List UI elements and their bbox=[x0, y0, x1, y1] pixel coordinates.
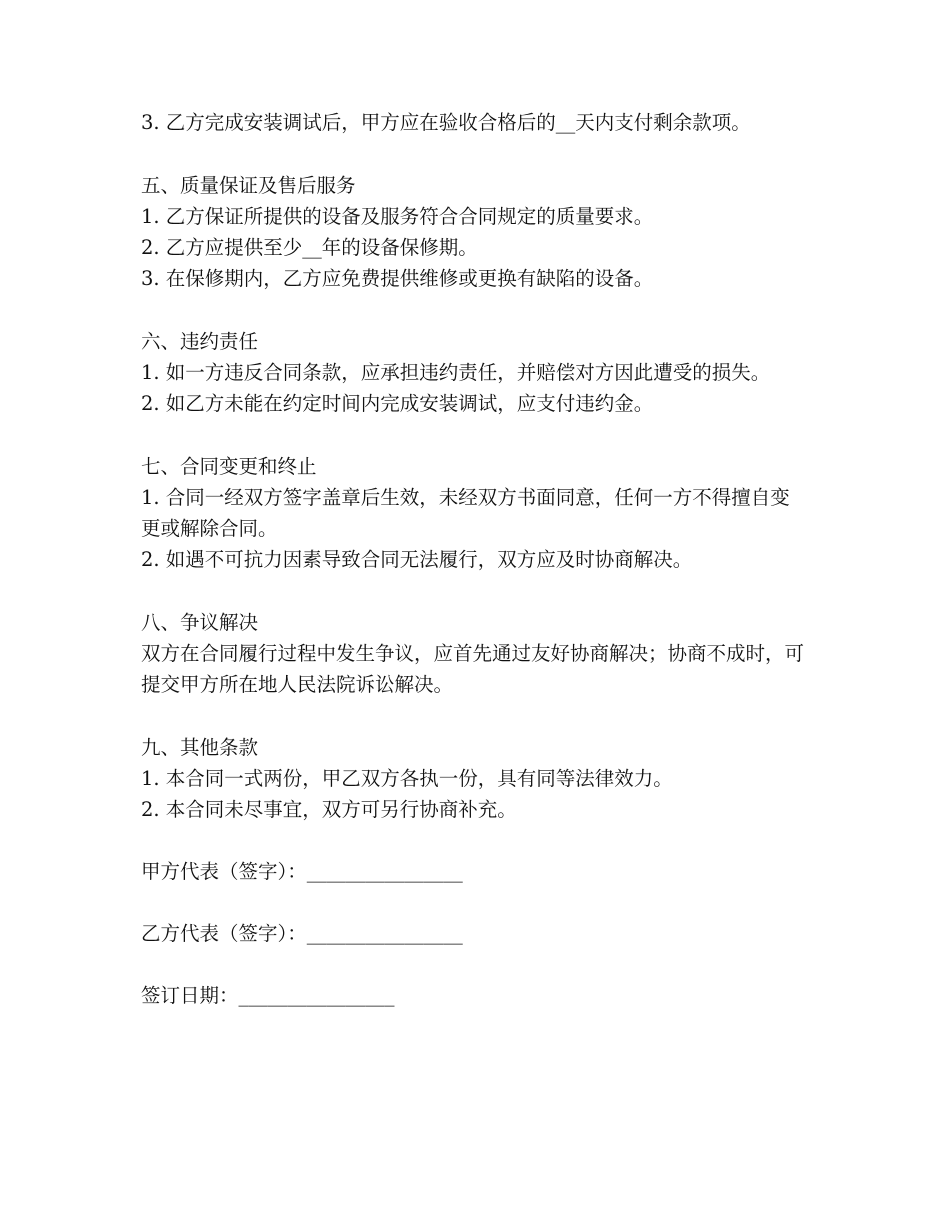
spacer bbox=[141, 575, 841, 607]
clause-item: 2. 如遇不可抗力因素导致合同无法履行，双方应及时协商解决。 bbox=[141, 548, 693, 571]
clause-body: 双方在合同履行过程中发生争议，应首先通过友好协商解决；协商不成时，可提交甲方所在地人民法院诉讼解决。 bbox=[141, 642, 805, 696]
section-heading: 七、合同变更和终止 bbox=[141, 455, 317, 478]
party-a-signature: 甲方代表（签字）：________________ bbox=[141, 860, 463, 883]
clause-item: 2. 乙方应提供至少__年的设备保修期。 bbox=[141, 236, 478, 259]
clause-item: 1. 本合同一式两份，甲乙双方各执一份，具有同等法律效力。 bbox=[141, 767, 673, 790]
contract-body bbox=[141, 107, 841, 1011]
section-heading: 八、争议解决 bbox=[141, 611, 259, 634]
spacer bbox=[141, 419, 841, 451]
spacer bbox=[141, 138, 841, 170]
clause-item: 2. 如乙方未能在约定时间内完成安装调试，应支付违约金。 bbox=[141, 392, 654, 415]
section-heading: 六、违约责任 bbox=[141, 330, 259, 353]
party-b-signature: 乙方代表（签字）：________________ bbox=[141, 922, 463, 945]
spacer bbox=[141, 700, 841, 732]
section-heading: 五、质量保证及售后服务 bbox=[141, 174, 356, 197]
clause-item: 2. 本合同未尽事宜，双方可另行协商补充。 bbox=[141, 798, 517, 821]
spacer bbox=[141, 294, 841, 326]
clause-item: 3. 在保修期内，乙方应免费提供维修或更换有缺陷的设备。 bbox=[141, 267, 654, 290]
clause-item: 1. 如一方违反合同条款，应承担违约责任，并赔偿对方因此遭受的损失。 bbox=[141, 361, 771, 384]
spacer bbox=[141, 887, 841, 918]
payment-clause-3: 3. 乙方完成安装调试后，甲方应在验收合格后的__天内支付剩余款项。 bbox=[141, 111, 751, 134]
section-dispute-resolution bbox=[141, 607, 841, 700]
signing-date: 签订日期：________________ bbox=[141, 984, 395, 1007]
clause-item: 1. 乙方保证所提供的设备及服务符合合同规定的质量要求。 bbox=[141, 205, 654, 228]
section-quality-warranty bbox=[141, 170, 841, 294]
clause-item: 1. 合同一经双方签字盖章后生效，未经双方书面同意，任何一方不得擅自变更或解除合同。 bbox=[141, 486, 790, 540]
section-change-termination bbox=[141, 451, 841, 575]
section-other-terms bbox=[141, 732, 841, 825]
section-breach-liability bbox=[141, 326, 841, 419]
signature-block bbox=[141, 856, 841, 1011]
section-heading: 九、其他条款 bbox=[141, 736, 259, 759]
spacer bbox=[141, 949, 841, 980]
spacer bbox=[141, 825, 841, 856]
